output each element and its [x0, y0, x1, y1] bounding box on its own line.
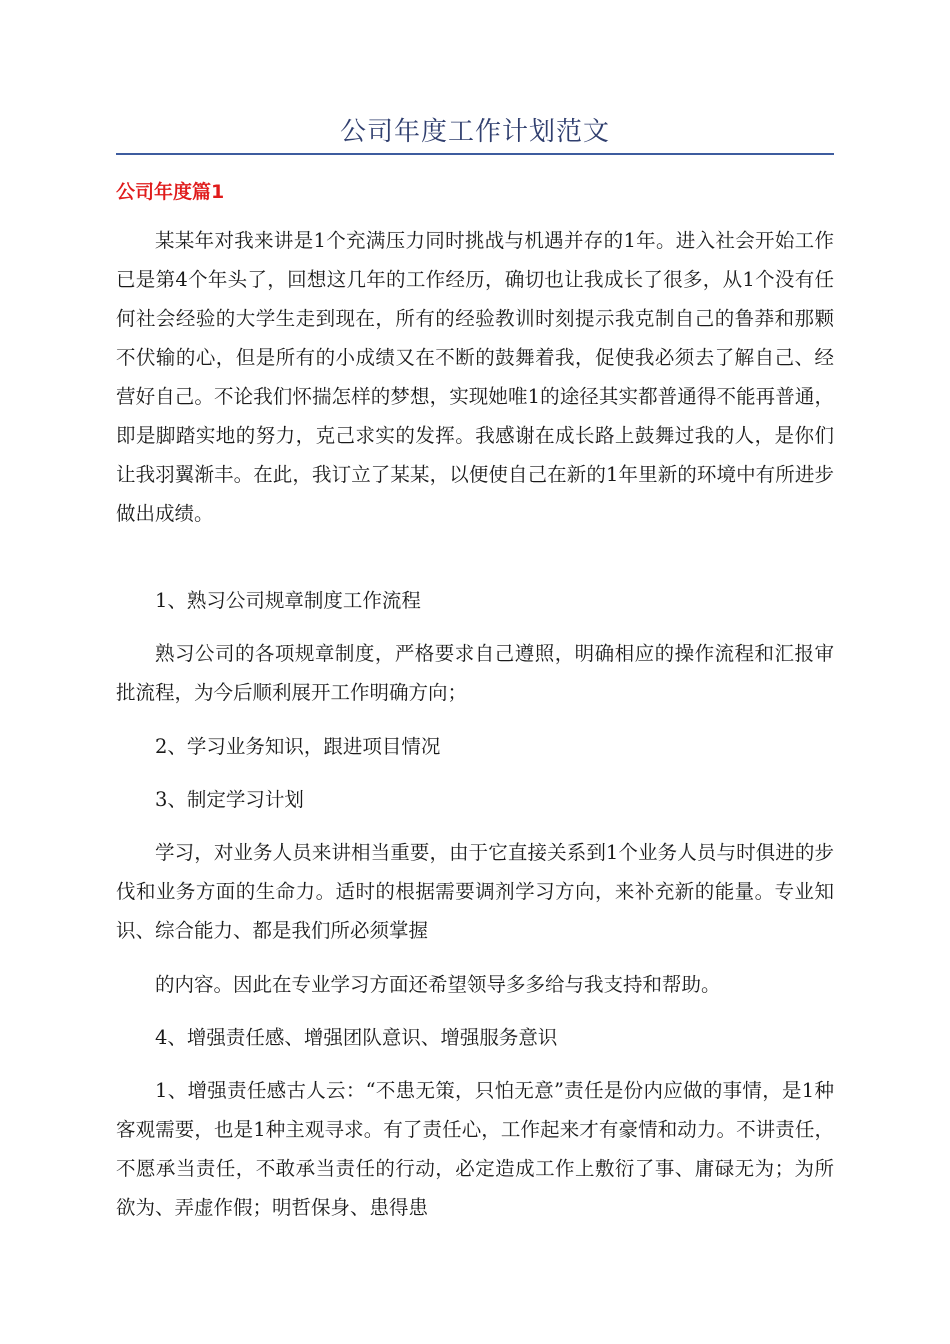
- paragraph: 熟习公司的各项规章制度，严格要求自己遵照，明确相应的操作流程和汇报审批流程，为今后顺利展开工作明确方向；: [116, 642, 834, 704]
- list-item-heading: 3、制定学习计划: [155, 788, 304, 811]
- paragraph: 的内容。因此在专业学习方面还希望领导多多给与我支持和帮助。: [155, 973, 721, 996]
- list-item-heading: 4、增强责任感、增强团队意识、增强服务意识: [155, 1026, 558, 1049]
- paragraph: 1、增强责任感古人云：“不患无策，只怕无意”责任是份内应做的事情，是1种客观需要，也是1种主观寻求。有了责任心，工作起来才有豪情和动力。不讲责任，不愿承当责任，不敢承当责任的行动，必定造成工作上敷衍了事、庸碌无为；为所欲为、弄虚作假；明哲保身、患得患: [116, 1079, 834, 1219]
- list-item-heading: 1、熟习公司规章制度工作流程: [155, 589, 421, 612]
- list-item-heading: 2、学习业务知识，跟进项目情况: [155, 735, 441, 758]
- paragraph: 学习，对业务人员来讲相当重要，由于它直接关系到1个业务人员与时俱进的步伐和业务方面的生命力。适时的根据需要调剂学习方向，来补充新的能量。专业知识、综合能力、都是我们所必须掌握: [116, 841, 834, 942]
- title-divider: [116, 153, 834, 155]
- page-title: 公司年度工作计划范文: [339, 117, 610, 147]
- section-heading: 公司年度篇1: [116, 181, 225, 203]
- paragraph-intro: 某某年对我来讲是1个充满压力同时挑战与机遇并存的1年。进入社会开始工作已是第4个年头了，回想这几年的工作经历，确切也让我成长了很多，从1个没有任何社会经验的大学生走到现在，所有的经验教训时刻提示我克制自己的鲁莽和那颗不伏输的心，但是所有的小成绩又在不断的鼓舞着我，促使我必须去了解自己、经营好自己。不论我们怀揣怎样的梦想，实现她唯1的途径其实都普通得不能再普通，即是脚踏实地的努力，克己求实的发挥。我感谢在成长路上鼓舞过我的人，是你们让我羽翼渐丰。在此，我订立了某某，以便使自己在新的1年里新的环境中有所进步做出成绩。: [116, 229, 834, 525]
